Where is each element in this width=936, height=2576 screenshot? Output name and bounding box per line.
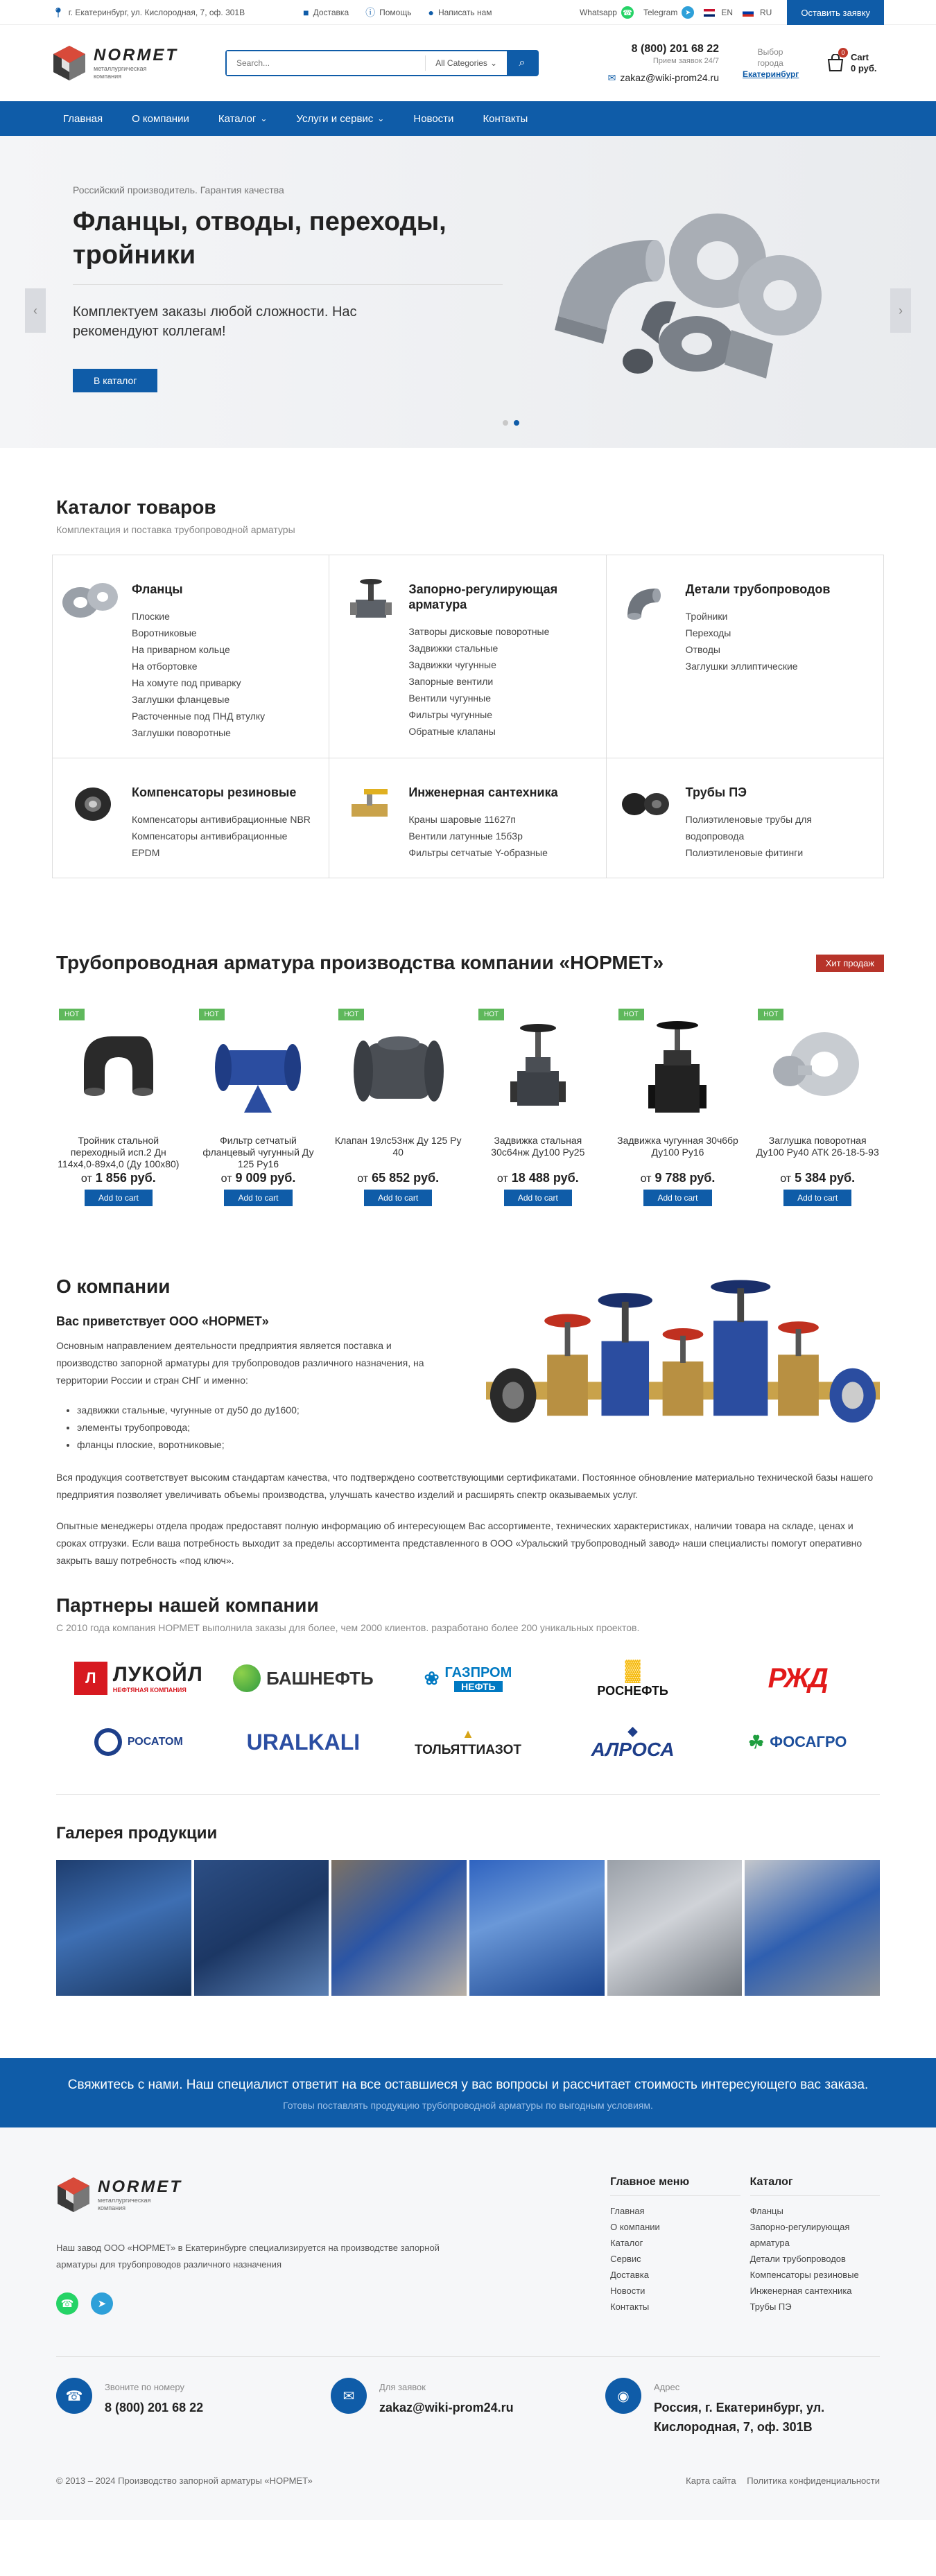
chevron-right-icon: › [899,303,903,317]
request-button[interactable]: Оставить заявку [787,0,884,25]
gallery-title: Галерея продукции [56,1824,218,1843]
about-paragraph-2: Вся продукция соответствует высоким стандартам качества, что подтверждено соответствующими сертификатами. Постоянное обновление материально технической базы нашего предприятия позволяет увеличивать объемы производства, улучшать качество изделий и расширять спектр оказываемых услуг. [56,1472,874,1500]
flag-ru-icon [743,9,754,17]
category-body [126,575,265,741]
category-link[interactable]: Плоские [132,611,170,622]
products-section [52,952,884,1206]
category-image[interactable] [336,778,403,826]
category-list [408,811,557,861]
price-prefix: от [80,1173,92,1185]
info-icon: ⓘ [365,7,376,18]
category-link[interactable]: Вентили чугунные [408,693,492,704]
hero-fittings-image [544,212,835,392]
price-value: 65 852 руб. [372,1171,440,1185]
product-name[interactable]: Клапан 19лс53нж Ду 125 Ру 40 [334,1135,462,1158]
cart-label: Cart [851,52,869,62]
footer-logo-sub-2: компания [98,2204,125,2211]
whatsapp-icon[interactable]: ☎ [56,2292,78,2315]
nav-item-contacts[interactable] [471,101,539,136]
product-card [192,1009,325,1206]
category-link[interactable]: Заглушки фланцевые [132,694,230,705]
hero-slider [0,136,936,448]
chat-icon: ● [428,7,434,18]
category-image[interactable] [614,778,680,826]
category-link[interactable]: Задвижки чугунные [408,659,496,670]
catalog-title: Каталог товаров [56,496,216,518]
about-valves-image [486,1278,880,1445]
help-label: Помощь [379,8,412,17]
product-name[interactable]: Задвижка стальная 30с64нж Ду100 Ру25 [491,1135,585,1158]
hot-badge: HOT [758,1009,783,1020]
product-price [612,1171,745,1185]
whatsapp-icon: ☎ [621,6,634,19]
category-link[interactable]: Тройники [685,611,728,622]
product-image[interactable] [751,1009,884,1126]
category-sanitary [329,758,606,878]
product-price [192,1171,325,1185]
rosatom-name: РОСАТОМ [127,1736,183,1748]
city-label-2: города [757,58,783,68]
partner-logos [56,1658,880,1760]
category-name[interactable]: Инженерная сантехника [408,785,558,799]
lukoil-sub: НЕФТЯНАЯ КОМПАНИЯ [112,1687,187,1694]
hero-catalog-button[interactable]: В каталог [73,369,157,392]
about-title: О компании [56,1276,171,1297]
category-select[interactable] [425,55,507,71]
category-list [686,608,831,675]
add-to-cart-button[interactable]: Add to cart [783,1190,851,1206]
add-to-cart-button[interactable]: Add to cart [643,1190,711,1206]
nav-item-catalog[interactable] [207,101,279,136]
price-value: 9 788 руб. [655,1171,716,1185]
nav-item-label: О компании [132,112,189,125]
price-prefix: от [496,1173,508,1185]
price-prefix: от [640,1173,652,1185]
category-link[interactable]: Фильтры сетчатые Y-образные [408,847,548,858]
chevron-down-icon: ⌄ [489,58,497,68]
partner-logo-uralkali[interactable] [221,1725,386,1759]
gallery-row [56,1860,880,1996]
cart[interactable] [826,49,877,74]
footer-catalog-link[interactable]: Трубы ПЭ [749,2301,792,2312]
products-title: Трубопроводная арматура производства компании «НОРМЕТ» [56,952,664,973]
nav-item-services[interactable] [285,101,395,136]
address-text: г. Екатеринбург, ул. Кислородная, 7, оф. 301В [68,8,245,17]
alrosa-mark-icon: ◆ [627,1723,638,1738]
footer-address-block [605,2378,880,2437]
phone-icon: ☎ [56,2378,92,2414]
category-name[interactable]: Компенсаторы резиновые [132,785,297,799]
hero-dots [503,420,519,426]
footer-about: Наш завод ООО «НОРМЕТ» в Екатеринбурге специализируется на производстве запорной арматуры для трубопроводов различного назначения [56,2243,440,2270]
map-pin-icon: 📍︎ [52,6,64,18]
help-link[interactable] [365,6,411,19]
category-link[interactable]: Краны шаровые 11627п [408,814,516,825]
product-card [612,1009,745,1206]
product-image[interactable] [471,1009,605,1126]
gazprom-name: ГАЗПРОМ [444,1664,512,1680]
footer-menu-link[interactable]: Новости [610,2286,645,2296]
mail-icon: ✉ [607,71,616,83]
footer-social [56,2292,610,2315]
togliattiazot-name: ТОЛЬЯТТИАЗОТ [414,1742,521,1757]
category-image[interactable] [336,575,403,623]
nav-item-label: Новости [413,112,454,125]
footer-menu-link[interactable]: Главная [610,2206,645,2216]
hot-badge: HOT [618,1009,644,1020]
category-link[interactable]: Переходы [685,627,731,638]
delivery-label: Доставка [313,8,349,17]
hero-pretitle: Российский производитель. Гарантия качества [73,184,284,195]
footer-address-label: Адрес [654,2382,680,2392]
footer-menu-link[interactable]: Контакты [610,2301,650,2312]
footer-catalog [750,2176,880,2315]
rosneft-mark-icon: ▓ [625,1658,641,1682]
catalog-section [52,496,884,878]
footer-catalog-link[interactable]: Фланцы [749,2206,783,2216]
category-link[interactable]: На приварном кольце [132,644,230,655]
category-link[interactable]: Запорные вентили [408,676,494,687]
category-select-label: All Categories [435,58,487,68]
hot-badge: HOT [199,1009,225,1020]
catalog-subtitle: Комплектация и поставка трубопроводной арматуры [56,524,295,535]
gallery-image[interactable] [607,1860,743,1996]
category-body [403,575,594,741]
footer-menu-title: Главное меню [610,2176,740,2196]
city-selector[interactable] [743,46,798,80]
price-prefix: от [357,1173,369,1185]
nav-item-about[interactable] [121,101,200,136]
price-prefix: от [220,1173,232,1185]
lukoil-name: ЛУКОЙЛ [112,1663,203,1686]
lang-ru-label: RU [760,8,772,17]
category-flanges [53,555,329,758]
partner-logo-bashneft[interactable] [221,1661,386,1696]
product-card [471,1009,605,1206]
about-list-item: • задвижки стальные, чугунные от ду50 до ду1600; [77,1402,444,1419]
product-image[interactable] [331,1009,465,1126]
footer [0,2127,936,2520]
header [0,25,936,101]
about-section [52,1276,884,1569]
topbar [0,0,936,25]
price-value: 5 384 руб. [795,1171,856,1185]
footer-address: Россия, г. Екатеринбург, ул. Кислородная, 7, оф. 301В [654,2401,825,2434]
bestseller-badge[interactable]: Хит продаж [816,955,884,972]
footer-catalog-link[interactable]: Запорно-регулирующая арматура [749,2222,850,2248]
price-value: 9 009 руб. [235,1171,296,1185]
logo-sub-2: компания [94,73,121,80]
product-image[interactable] [612,1009,745,1126]
chevron-down-icon: ⌄ [377,114,385,123]
flag-en-icon [704,9,715,17]
partner-logo-gazprom-neft[interactable] [385,1661,551,1696]
footer-email[interactable]: zakaz@wiki-prom24.ru [379,2401,514,2414]
about-list-item: • фланцы плоские, воротниковые; [77,1436,444,1454]
category-body [126,778,318,861]
logo-sub-1: металлургическая [94,65,147,72]
category-body [680,778,872,861]
search-input[interactable] [227,51,425,75]
nav-item-label: Услуги и сервис [296,112,374,125]
category-link[interactable]: Расточенные под ПНД втулку [132,711,266,722]
category-link[interactable]: Фильтры чугунные [408,709,493,720]
footer-catalog-title: Каталог [750,2176,880,2196]
category-name[interactable]: Фланцы [132,582,183,596]
copyright: © 2013 – 2024 Производство запорной арматуры «НОРМЕТ» [56,2475,313,2486]
category-link[interactable]: Полиэтиленовые фитинги [685,847,804,858]
hero-prev-button[interactable] [25,288,46,333]
hot-badge: HOT [59,1009,85,1020]
product-price [751,1171,884,1185]
category-link[interactable]: Задвижки стальные [408,643,499,654]
nav-item-label: Главная [63,112,103,125]
lang-en-label: EN [721,8,734,17]
hero-divider [73,284,503,285]
footer-logo[interactable] [56,2176,223,2213]
gallery-image[interactable] [745,1860,880,1996]
phosagro-leaf-icon: ☘ [747,1731,765,1752]
nav-item-home[interactable] [52,101,114,136]
product-price [331,1171,465,1185]
partner-logo-togliattiazot[interactable] [385,1725,551,1759]
products-row [52,1009,884,1206]
category-image[interactable] [60,778,126,826]
add-to-cart-button[interactable]: Add to cart [85,1190,153,1206]
togliattiazot-mark-icon: ▲ [462,1726,474,1741]
city-name: Екатеринбург [743,69,799,79]
product-name[interactable]: Фильтр сетчатый фланцевый чугунный Ду 125 Ру16 [202,1135,314,1169]
gallery-image[interactable] [469,1860,605,1996]
product-card [52,1009,185,1206]
category-link[interactable]: На хомуте под приварку [132,677,241,688]
product-image[interactable] [192,1009,325,1126]
footer-bottom [56,2475,880,2486]
chevron-left-icon: ‹ [33,303,37,317]
gallery-image[interactable] [56,1860,191,1996]
search-icon: ⌕ [519,57,526,69]
truck-icon: ■ [303,7,309,18]
category-list [132,608,265,741]
product-name[interactable]: Задвижка чугунная 30ч6бр Ду100 Ру16 [617,1135,738,1158]
nav-item-news[interactable] [402,101,465,136]
footer-catalog-link[interactable]: Инженерная сантехника [749,2286,852,2296]
about-list-item: • элементы трубопровода; [77,1419,444,1436]
about-list [77,1402,444,1454]
catalog-grid [52,555,884,878]
product-card [751,1009,884,1206]
cart-total: 0 руб. [851,63,877,73]
gallery-image[interactable] [331,1860,467,1996]
footer-catalog-link[interactable]: Компенсаторы резиновые [749,2270,859,2280]
gazprom-flame-icon: ❀ [424,1667,440,1689]
rzd-name: РЖД [768,1662,827,1694]
sitemap-link[interactable]: Карта сайта [686,2475,736,2486]
whatsapp-link[interactable] [580,6,634,19]
footer-logo-name: NORMET [98,2177,182,2196]
category-link[interactable]: Затворы дисковые поворотные [408,626,550,637]
header-email[interactable] [594,72,719,84]
rosneft-name: РОСНЕФТЬ [597,1683,668,1698]
telegram-label: Telegram [643,8,678,17]
hero-text: Комплектуем заказы любой сложности. Нас рекомендуют коллегам! [73,304,357,339]
lang-ru[interactable] [743,8,772,17]
add-to-cart-button[interactable]: Add to cart [224,1190,292,1206]
partners-title: Партнеры нашей компании [56,1594,319,1616]
privacy-link[interactable]: Политика конфиденциальности [747,2475,880,2486]
logo-name: NORMET [94,46,178,64]
category-name[interactable]: Запорно-регулирующая арматура [408,582,558,611]
header-phone-sub: Прием заявок 24/7 [652,56,719,65]
category-body [403,778,557,861]
category-valves [329,555,606,758]
category-link[interactable]: Заглушки поворотные [132,727,231,738]
rosatom-mark-icon [94,1728,122,1756]
about-subtitle: Вас приветствует ООО «НОРМЕТ» [56,1314,269,1328]
footer-phone-label: Звоните по номеру [105,2382,184,2392]
category-link[interactable]: Отводы [685,644,720,655]
product-name[interactable]: Тройник стальной переходный исп.2 Дн 114х4,0-89х4,0 (Ду 100х80) [58,1135,180,1169]
footer-phone[interactable]: 8 (800) 201 68 22 [105,2401,204,2414]
footer-contacts [56,2356,880,2437]
footer-menu-link[interactable]: О компании [610,2222,660,2232]
write-us-label: Написать нам [437,8,492,17]
nav-item-label: Контакты [483,112,528,125]
address-item [52,7,245,19]
price-value: 1 856 руб. [95,1171,156,1185]
price-value: 18 488 руб. [511,1171,579,1185]
hot-badge: HOT [338,1009,364,1020]
footer-catalog-link[interactable]: Детали трубопроводов [749,2254,846,2264]
write-us-link[interactable] [428,7,492,18]
footer-menu-link[interactable]: Каталог [610,2238,643,2248]
category-pipe-parts [607,555,883,758]
uralkali-name: URALKALI [246,1729,361,1755]
category-rubber-compensators [53,758,329,878]
bashneft-name: БАШНЕФТЬ [266,1667,374,1689]
product-image[interactable] [52,1009,185,1126]
category-image[interactable] [60,575,126,623]
lukoil-mark-icon: Л [74,1662,107,1695]
gallery-section [52,1824,884,1996]
alrosa-name: АЛРОСА [591,1738,675,1760]
category-list [132,811,318,861]
cta-title: Свяжитесь с нами. Наш специалист ответит на все оставшиеся у вас вопросы и рассчитает стоимость интересующего вас заказа. [67,2078,869,2092]
category-link[interactable]: На отбортовке [132,661,198,672]
delivery-link[interactable] [303,7,349,18]
category-pe-pipes [607,758,883,878]
product-price [471,1171,605,1185]
chevron-down-icon: ⌄ [260,114,268,123]
category-link[interactable]: Компенсаторы антивибрационные EPDM [132,830,288,858]
footer-email-label: Для заявок [379,2382,426,2392]
phosagro-name: ФОСАГРО [770,1733,847,1750]
telegram-link[interactable] [643,6,694,19]
footer-menu-link[interactable]: Сервис [610,2254,641,2264]
partner-logo-lukoil[interactable] [56,1661,221,1696]
category-name[interactable]: Детали трубопроводов [685,582,831,596]
category-image[interactable] [614,575,680,623]
about-paragraph-1: Основным направлением деятельности предприятия является поставка и производство запорной арматуры для трубопроводов различного назначения, на территории России и стран СНГ и именно: [56,1340,424,1386]
slider-dot-active[interactable] [514,420,519,426]
partners-subtitle: С 2010 года компания НОРМЕТ выполнила заказы для более, чем 2000 клиентов. разработано более 200 уникальных проектов. [56,1622,640,1633]
hero-title: Фланцы, отводы, переходы, тройники [73,207,447,270]
telegram-icon[interactable]: ➤ [91,2292,113,2315]
partner-logo-rzd[interactable] [715,1661,880,1696]
product-price [52,1171,185,1185]
category-link[interactable]: Заглушки эллиптические [685,661,798,672]
partner-logo-rosneft[interactable] [551,1658,716,1698]
footer-email-block [331,2378,605,2437]
main-nav [0,101,936,136]
product-card [331,1009,465,1206]
category-list [408,623,594,740]
gazprom-sub: НЕФТЬ [454,1681,502,1692]
cta-subtitle: Готовы поставлять продукцию трубопроводной арматуры по выгодным условиям. [283,2100,653,2111]
footer-phone-block [56,2378,331,2437]
partner-logo-alrosa[interactable] [551,1725,716,1759]
header-contacts [594,43,719,84]
partners-section [52,1594,884,1795]
lang-en[interactable] [704,8,733,17]
partner-logo-rosatom[interactable] [56,1725,221,1759]
about-paragraph-3: Опытные менеджеры отдела продаж предоставят полную информацию об интересующем Вас ассортименте, технических характеристиках, наличии товара на складе, ценах и сроках отгрузки. Если ваша потребность выходит за пределы ассортимента представленного в ООО «Уральский трубопроводный завод» наши специалисты помогут оперативно закрыть вашу потребность «под ключ». [56,1520,863,1566]
footer-logo-sub-1: металлургическая [98,2197,151,2204]
add-to-cart-button[interactable]: Add to cart [504,1190,572,1206]
category-link[interactable]: Обратные клапаны [408,726,496,737]
search-bar [225,50,539,76]
logo-cube-icon [52,44,87,82]
price-prefix: от [780,1173,792,1185]
logo[interactable] [52,44,218,82]
category-link[interactable]: Компенсаторы антивибрационные NBR [132,814,311,825]
telegram-icon: ➤ [682,6,694,19]
slider-dot[interactable] [503,420,508,426]
gallery-image[interactable] [194,1860,329,1996]
add-to-cart-button[interactable]: Add to cart [364,1190,432,1206]
city-label-1: Выбор [757,47,783,57]
nav-item-label: Каталог [218,112,257,125]
hero-next-button[interactable] [890,288,911,333]
header-email-text: zakaz@wiki-prom24.ru [620,72,719,83]
hot-badge: HOT [478,1009,504,1020]
footer-menu [610,2176,740,2315]
category-link[interactable]: Воротниковые [132,627,197,638]
product-name[interactable]: Заглушка поворотная Ду100 Ру40 АТК 26-18-5-93 [756,1135,879,1158]
category-list [686,811,872,861]
category-link[interactable]: Полиэтиленовые трубы для водопровода [685,814,812,842]
cta-banner [0,2058,936,2127]
cart-count-badge: 0 [838,48,848,58]
search-button[interactable] [507,51,537,75]
section-divider [56,1794,880,1795]
bashneft-mark-icon [233,1664,261,1692]
category-name[interactable]: Трубы ПЭ [685,785,747,799]
footer-logo-cube-icon [56,2176,91,2213]
partner-logo-phosagro[interactable] [715,1725,880,1759]
category-body [680,575,831,741]
category-link[interactable]: Вентили латунные 15б3р [408,830,523,842]
header-phone[interactable]: 8 (800) 201 68 22 [631,42,719,55]
map-pin-icon: ◉ [605,2378,641,2414]
footer-menu-link[interactable]: Доставка [610,2270,649,2280]
whatsapp-label: Whatsapp [579,8,617,17]
mail-icon: ✉ [331,2378,367,2414]
